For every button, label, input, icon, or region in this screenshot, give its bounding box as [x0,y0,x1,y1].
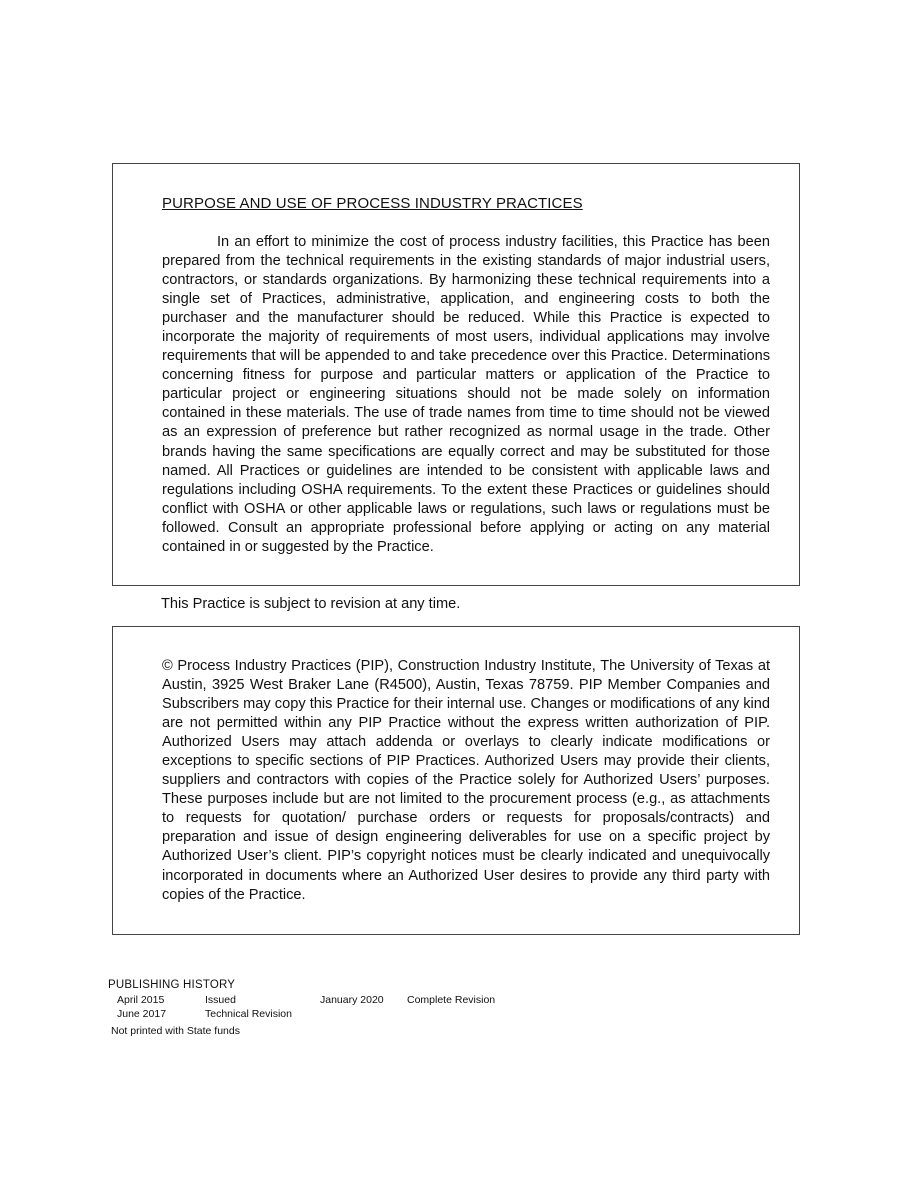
purpose-box [112,163,800,586]
revision-note: This Practice is subject to revision at any time. [161,596,461,612]
history-status: Complete Revision [407,994,496,1006]
history-date: April 2015 [117,994,165,1006]
history-status: Issued [205,994,236,1006]
publishing-history-title: PUBLISHING HISTORY [108,979,236,991]
history-date: June 2017 [117,1008,167,1020]
funds-note: Not printed with State funds [111,1025,240,1037]
copyright-box [112,626,800,935]
history-status: Technical Revision [205,1008,292,1020]
history-date: January 2020 [320,994,384,1006]
copyright-paragraph: © Process Industry Practices (PIP), Construction Industry Institute, The University of Texas at Austin, 3925 West Braker Lane (R4500), Austin, Texas 78759. PIP Member Companies and Subscribers may copy this Practice for their internal use. Changes or modifications of any kind are not permitted within any PIP Practice without the express written authorization of PIP. Authorized Users may attach addenda or overlays to clearly indicate modifications or exceptions to specific sections of PIP Practices. Authorized Users may provide their clients, suppliers and contractors with copies of the Practice solely for Authorized Users’ purposes. These purposes include but are not limited to the procurement process (e.g., as attachments to requests for quotation/ purchase orders or requests for proposals/contracts) and preparation and issue of design engineering deliverables for use on a specific project by Authorized User’s client. PIP’s copyright notices must be clearly indicated and unequivocally incorporated in documents where an Authorized User desires to provide any third party with copies of the Practice. [162,658,770,903]
purpose-heading: PURPOSE AND USE OF PROCESS INDUSTRY PRACTICES [162,195,583,212]
purpose-paragraph: In an effort to minimize the cost of process industry facilities, this Practice has been prepared from the technical requirements in the existing standards of major industrial users, contractors, or standards organizations. By harmonizing these technical requirements into a single set of Practices, administrative, application, and engineering costs to both the purchaser and the manufacturer should be reduced. While this Practice is expected to incorporate the majority of requirements of most users, individual applications may involve requirements that will be appended to and take precedence over this Practice. Determinations concerning fitness for purpose and particular matters or application of the Practice to particular project or engineering situations should not be made solely on information contained in these materials. The use of trade names from time to time should not be viewed as an expression of preference but rather recognized as normal usage in the trade. Other brands having the same specifications are equally correct and may be substituted for those named. All Practices or guidelines are intended to be consistent with applicable laws and regulations including OSHA requirements. To the extent these Practices or guidelines should conflict with OSHA or other applicable laws or regulations, such laws or regulations must be followed. Consult an appropriate professional before applying or acting on any material contained in or suggested by the Practice. [162,234,770,555]
